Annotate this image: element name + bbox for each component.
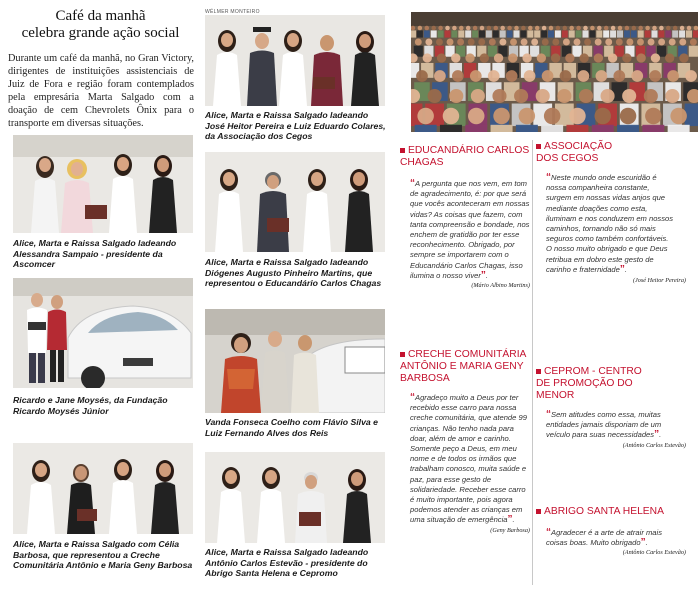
crowd-figure-head [416,70,428,82]
crowd-figure-head [618,26,623,31]
crowd-figure-body [527,30,533,37]
crowd-figure-head [425,26,430,31]
crowd-figure-body [569,30,575,37]
crowd-figure-head [510,39,517,46]
photo-educandario [205,152,385,252]
crowd-figure-head [613,70,625,82]
crowd-figure-head [666,26,671,31]
photo-credit: WÉLMER MONTEIRO [205,9,260,15]
crowd-figure-head [428,89,442,103]
crowd-figure-body [672,30,678,37]
crowd-figure-head [447,39,454,46]
crowd-figure-head [673,26,678,31]
crowd-figure-head [622,89,636,103]
crowd-figure-head [670,108,687,125]
crowd-figure-head [658,39,665,46]
crowd-figure-head [597,26,602,31]
close-quote-icon: ” [507,514,513,526]
crowd-figure-head [644,89,658,103]
crowd-figure-head [579,89,593,103]
crowd-figure-body [486,30,492,37]
crowd-figure-head [579,53,588,62]
crowd-figure-head [584,39,591,46]
crowd-figure-head [487,26,492,31]
crowd-figure-head [551,53,560,62]
crowd-figure-head [507,26,512,31]
crowd-figure-head [685,70,697,82]
crowd-figure-head [576,26,581,31]
crowd-figure-head [560,70,572,82]
crowd-figure-head [489,39,496,46]
open-quote-icon: “ [546,527,551,538]
crowd-figure-head [611,26,616,31]
crowd-figure-head [637,39,644,46]
photo-ascomcer [13,135,193,233]
photo-abrigo [205,452,385,543]
crowd-figure-body [645,30,651,37]
crowd-figure-body [415,125,437,132]
crowd-figure-head [563,39,570,46]
crowd-figure-body [507,30,513,37]
crowd-figure-head [595,108,612,125]
crowd-figure-head [470,70,482,82]
open-quote-icon: “ [546,172,551,183]
crowd-figure-body [689,46,698,57]
crowd-figure-head [632,26,637,31]
box-creche-quote-text: Agradeço muito a Deus por ter recebido esse carro para nossa creche comunitária, que atende 99 crianças. Não tenho nada para doar, além de amor e carinho. Somente peço a Deus, em meu nome e de todos os irmãos que trabalham conosco, muita saúde e paz, para esse gesto de solidariedade. Receber esse carro é muito importante, pois agora podemos atender as crianças em uma situação de emergência [410,393,527,525]
box-cegos-author: (José Heitor Pereira) [632,277,686,285]
box-cegos-quote: “Neste mundo onde escuridão é nossa companheira constante, surgem em nossas vidas anjos que mediante doações como esta, iluminam e nos conduzem em nossos caminhos, tornando não só mais seguros como também confortáveis. O nosso muito obrigado e que Deus retribua em dobro este gesto de carinho e fraternidade”. [546,172,674,275]
crowd-figure-head [594,53,603,62]
crowd-figure-body [472,30,478,37]
box-educandario-quote-text: A pergunta que nos vem, em tom de agradecimento, é: por que será que vocês aconteceram em nossas vidas? As coisas que fazem, com tanta compreensão e bondade, nos enchem de gratidão por ter esse reconhecimento. Obrigado, por sempre se importarem com o Educandário Carlos Chagas, isso ilumina o nosso viver [410,179,530,280]
box-cepromo-author: (Antônio Carlos Estevão) [622,441,686,449]
crowd-figure-head [601,89,615,103]
crowd-figure-head [524,70,536,82]
close-quote-icon: ” [640,537,646,549]
crowd-figure-head [425,39,432,46]
crowd-figure-head [508,53,517,62]
crowd-figure-head [557,89,571,103]
crowd-figure-body [610,30,616,37]
crowd-figure-body [566,125,588,132]
crowd-figure-body [589,30,595,37]
crowd-figure-head [449,89,463,103]
box-abrigo-title [536,506,686,518]
crowd-figure-head [659,26,664,31]
crowd-figure-head [494,53,503,62]
crowd-figure-head [493,108,510,125]
crowd-figure-head [431,26,436,31]
crowd-figure-body [417,30,423,37]
bullet-square [536,369,541,374]
photo-crowd [411,12,698,132]
crowd-figure-head [649,70,661,82]
box-cepromo-title-text: CEPROM - CENTRO DE PROMOÇÃO DO MENOR [536,366,642,401]
crowd-figure-head [542,70,554,82]
crowd-figure-body [642,125,664,132]
box-educandario-title-text: EDUCANDÁRIO CARLOS CHAGAS [400,145,530,168]
crowd-figure-head [544,108,561,125]
crowd-figure-head [473,26,478,31]
caption-cegos: Alice, Marta e Raissa Salgado ladeando José Heitor Pereira e Luiz Eduardo Colares, da Associação dos Cegos [205,110,386,141]
crowd-figure-body [548,30,554,37]
close-quote-icon: ” [619,263,625,275]
crowd-figure-body [638,30,644,37]
crowd-figure-body [576,30,582,37]
crowd-figure-body [479,30,485,37]
crowd-figure-head [645,108,662,125]
box-creche-title-text: CRECHE COMUNITÁRIA ANTÔNIO E MARIA GENY BARBOSA [400,349,526,384]
crowd-figure-head [687,26,692,31]
box-creche-title [400,349,530,385]
crowd-figure-head [445,26,450,31]
crowd-figure-body [520,30,526,37]
open-quote-icon: “ [410,392,415,403]
crowd-figure-head [651,53,660,62]
box-creche [400,349,530,534]
crowd-figure-head [434,70,446,82]
crowd-figure-body [668,125,690,132]
crowd-figure-head [680,26,685,31]
box-educandario-title [400,145,530,169]
box-cegos-title [536,141,626,165]
crowd-figure-head [438,26,443,31]
crowd-figure-head [535,26,540,31]
crowd-figure-head [578,70,590,82]
crowd-figure-head [521,39,528,46]
caption-creche: Alice, Marta e Raissa Salgado com Célia Barbosa, que representou a Creche Comunitária Antônio e Maria Geny Barbosa [13,539,193,570]
crowd-figure-head [536,89,550,103]
crowd-figure-body [583,30,589,37]
box-cepromo-quote-text: Sem atitudes como essa, muitas entidades jamais disporiam de um veículo para suas necessidades [546,410,662,440]
headline: Café da manhã celebra grande ação social [21,8,180,41]
close-quote-icon: ” [480,269,486,281]
bullet-square [400,148,405,153]
crowd-figure-body [431,30,437,37]
crowd-figure-head [542,39,549,46]
box-cepromo-title [536,366,646,402]
box-cegos [536,141,686,284]
crowd-figure-body [624,30,630,37]
box-cegos-title-text: ASSOCIAÇÃO DOS CEGOS [536,141,613,164]
caption-abrigo: Alice, Marta e Raissa Salgado ladeando Antônio Carlos Estevão - presidente do Abrigo Santa Helena e Cepromo [205,547,369,578]
crowd-figure-head [480,26,485,31]
bullet-square [400,352,405,357]
crowd-figure-head [443,108,460,125]
crowd-figure-head [522,53,531,62]
crowd-figure-head [565,53,574,62]
bullet-square [536,509,541,514]
crowd-figure-head [542,26,547,31]
crowd-figure-body [445,30,451,37]
crowd-figure-body [451,30,457,37]
intro-paragraph: Durante um café da manhã, no Gran Victory, dirigentes de instituições assistenciais de Juiz de Fora e região foram contemplados pela empresária Marta Salgado com a doação de cem Chevrolets Ônix para o transporte em diversas situações. [8,53,194,129]
crowd-figure-head [488,70,500,82]
crowd-figure-head [514,26,519,31]
close-quote-icon: ” [654,429,660,441]
crowd-figure-head [506,70,518,82]
crowd-figure-body [500,30,506,37]
crowd-figure-head [583,26,588,31]
crowd-figure-body [631,30,637,37]
photo-creche [13,443,193,534]
crowd-figure-head [480,53,489,62]
crowd-figure-body [686,30,692,37]
photo-vanda [205,309,385,413]
crowd-figure-head [418,26,423,31]
caption-educandario: Alice, Marta e Raissa Salgado ladeando Diógenes Augusto Pinheiro Martins, que representou o Educandário Carlos Chagas [205,257,382,288]
crowd-figure-head [471,89,485,103]
crowd-figure-body [617,125,639,132]
box-educandario-quote: “A pergunta que nos vem, em tom de agradecimento, é: por que será que vocês aconteceram em nossas vidas? As coisas que fazem, com tanta compreensão e bondade, nos enchem de gratidão por ter esse reconhecimento. Obrigado, por sempre se importarem com o Educandário Carlos Chagas, isso ilumina o nosso viver”. [410,178,530,281]
crowd-figure-head [465,53,474,62]
box-cepromo [536,366,686,449]
crowd-figure-head [452,70,464,82]
box-abrigo-author: (Antônio Carlos Estevão) [622,549,686,557]
crowd-figure-head [622,53,631,62]
box-educandario [400,145,530,289]
crowd-figure-body [465,30,471,37]
crowd-figure-head [667,70,679,82]
crowd-figure-head [604,26,609,31]
crowd-figure-head [537,53,546,62]
box-abrigo-quote-text: Agradecer é a arte de atrair mais coisas boas. Muito obrigado [546,528,663,548]
crowd-figure-head [466,26,471,31]
crowd-figure-head [499,39,506,46]
crowd-figure-head [436,39,443,46]
crowd-figure-head [679,53,688,62]
crowd-figure-body [693,30,698,37]
caption-moyses: Ricardo e Jane Moysés, da Fundação Ricardo Moysés Júnior [13,395,168,416]
crowd-figure-body [493,30,499,37]
crowd-figure-head [638,26,643,31]
box-cegos-quote-text: Neste mundo onde escuridão é nossa companheira constante, surgem em nossas vidas anjos que mediante doações como esta, iluminam e nos conduzem em nossos caminhos, tornando não só mais seguros como também confortáveis. O nosso muito obrigado e que Deus retribua em dobro este gesto de carinho e fraternidade [546,173,674,274]
crowd-figure-body [562,30,568,37]
crowd-figure-body [541,125,563,132]
caption-ascomcer: Alice, Marta e Raissa Salgado ladeando Alessandra Sampaio - presidente da Ascomcer [13,238,177,269]
crowd-figure-head [437,53,446,62]
crowd-figure-head [595,39,602,46]
bullet-square [536,144,541,149]
crowd-figure-body [514,30,520,37]
box-cepromo-quote: “Sem atitudes como essa, muitas entidades jamais disporiam de um veículo para suas necessidades”. [546,409,662,441]
crowd-figure-head [468,108,485,125]
box-abrigo-quote: “Agradecer é a arte de atrair mais coisas boas. Muito obrigado”. [546,527,663,549]
crowd-figure-head [631,70,643,82]
crowd-figure-head [415,39,422,46]
crowd-figure-head [519,108,536,125]
crowd-figure-head [549,26,554,31]
crowd-figure-head [669,39,676,46]
open-quote-icon: “ [546,409,551,420]
crowd-figure-head [459,26,464,31]
crowd-figure-head [652,26,657,31]
crowd-figure-body [596,30,602,37]
crowd-figure-head [452,26,457,31]
box-educandario-author: (Mário Albino Martins) [471,282,530,290]
crowd-figure-head [694,26,698,31]
crowd-figure-head [417,108,434,125]
crowd-figure-body [679,30,685,37]
box-creche-author: (Geny Barbosa) [490,526,530,534]
crowd-figure-body [572,46,581,57]
crowd-figure-head [608,53,617,62]
crowd-figure-body [534,30,540,37]
crowd-figure-head [531,39,538,46]
crowd-figure-head [625,26,630,31]
column-divider [532,140,533,585]
crowd-figure-head [648,39,655,46]
crowd-figure-head [590,26,595,31]
crowd-figure-body [592,125,614,132]
crowd-figure-head [563,26,568,31]
crowd-figure-body [411,30,416,37]
crowd-figure-body [438,30,444,37]
crowd-figure-head [626,39,633,46]
crowd-figure-head [645,26,650,31]
crowd-figure-head [528,26,533,31]
crowd-figure-head [494,26,499,31]
crowd-figure-body [491,125,513,132]
photo-moyses [13,278,193,388]
crowd-figure-body [617,30,623,37]
crowd-figure-head [478,39,485,46]
crowd-figure-body [665,30,671,37]
crowd-figure-head [556,26,561,31]
box-creche-quote: “Agradeço muito a Deus por ter recebido esse carro para nossa creche comunitária, que atende 99 crianças. Não tenho nada para doar, além de amor e carinho. Somente peço a Deus, em meu nome e de todos os irmãos que trabalham conosco, muita saúde e paz, para esse gesto de solidariedade. Receber esse carro é muito importante, pois agora podemos atender as crianças em uma situação de emergência”. [410,392,527,526]
crowd-figure-head [620,108,637,125]
photo-cegos [205,15,385,106]
crowd-figure-head [457,39,464,46]
crowd-figure-head [605,39,612,46]
crowd-figure-head [665,89,679,103]
crowd-figure-body [465,125,487,132]
box-abrigo [536,506,686,556]
crowd-figure-head [616,39,623,46]
crowd-figure-head [679,39,686,46]
crowd-figure-body [440,125,462,132]
crowd-figure-body [516,125,538,132]
crowd-figure-body [541,30,547,37]
crowd-figure-head [690,39,697,46]
crowd-figure-body [458,30,464,37]
crowd-figure-head [637,53,646,62]
crowd-figure-body [652,30,658,37]
crowd-figure-head [569,26,574,31]
crowd-figure-head [569,108,586,125]
crowd-figure-body [424,30,430,37]
open-quote-icon: “ [410,178,415,189]
crowd-figure-head [514,89,528,103]
crowd-figure-head [451,53,460,62]
crowd-figure-head [500,26,505,31]
crowd-figure-head [665,53,674,62]
crowd-figure-head [574,39,581,46]
crowd-figure-head [468,39,475,46]
crowd-figure-body [658,30,664,37]
crowd-figure-head [423,53,432,62]
crowd-figure-head [521,26,526,31]
crowd-figure-head [492,89,506,103]
crowd-figure-body [555,30,561,37]
caption-vanda: Vanda Fonseca Coelho com Flávio Silva e Luiz Fernando Alves dos Reis [205,417,378,438]
crowd-figure-head [552,39,559,46]
box-abrigo-title-text: ABRIGO SANTA HELENA [544,506,664,517]
crowd-figure-body [603,30,609,37]
crowd-figure-head [596,70,608,82]
